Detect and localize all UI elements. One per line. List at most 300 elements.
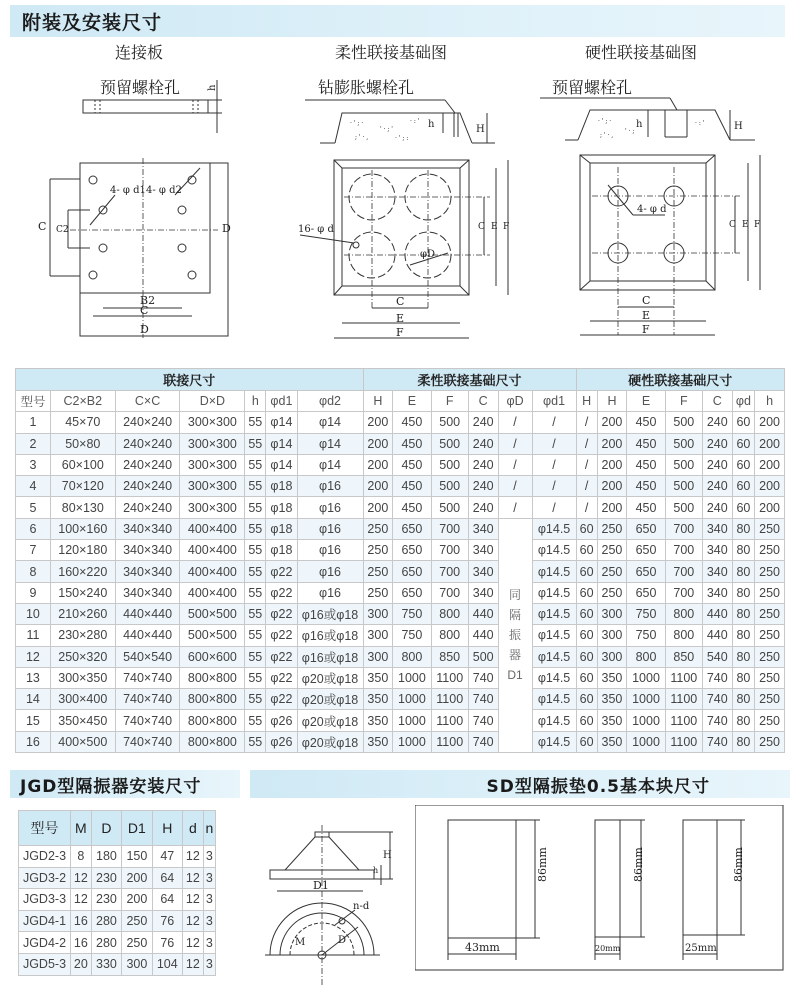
table-cell: 740 (468, 667, 498, 688)
table-cell: 200 (597, 454, 627, 475)
table-cell: 340×340 (115, 518, 180, 539)
table-cell: 740 (702, 710, 732, 731)
page-title-banner (10, 5, 785, 37)
table-cell: 60 (576, 582, 597, 603)
table-cell: 400×500 (50, 731, 115, 752)
table-cell: φ14.5 (532, 667, 576, 688)
merged-note-char: 器 (509, 648, 522, 663)
table-cell: 440 (468, 603, 498, 624)
table-cell: 200 (755, 454, 785, 475)
table-cell: 340 (702, 540, 732, 561)
table-cell: 450 (393, 412, 431, 433)
svg-text:; ' · ,: ; ' · , (355, 134, 369, 141)
table-cell: φ14.5 (532, 561, 576, 582)
col-header: H (363, 391, 393, 412)
table-cell: 55 (245, 476, 266, 497)
table-cell: 60 (576, 731, 597, 752)
svg-text:· ' ; ·: · ' ; · (598, 118, 612, 125)
table-cell: 740 (702, 667, 732, 688)
table-cell: 300 (597, 625, 627, 646)
table-cell: 55 (245, 454, 266, 475)
table-cell: φ14 (297, 433, 363, 454)
table-cell: 240 (468, 433, 498, 454)
table-cell: 450 (627, 497, 665, 518)
table-cell: 800 (665, 625, 702, 646)
jgd-h-label: h (373, 866, 379, 875)
plate-h-label: h (207, 84, 218, 91)
table-cell: 60 (576, 561, 597, 582)
plate-d-label-right: D (222, 222, 231, 235)
rigid-E-label-right: E (742, 220, 749, 230)
table-cell: 740 (702, 731, 732, 752)
table-cell: 60×100 (50, 454, 115, 475)
table-cell: 240 (702, 433, 732, 454)
table-cell: 500 (431, 412, 468, 433)
table-cell: 750 (627, 625, 665, 646)
table-cell: 250 (755, 603, 785, 624)
table-cell: 700 (665, 561, 702, 582)
jgd-table-cell: JGD3-2 (19, 867, 71, 889)
table-cell: 6 (16, 518, 51, 539)
table-cell: φ16或φ18 (297, 646, 363, 667)
table-cell: 240 (702, 412, 732, 433)
table-cell: φ22 (266, 561, 297, 582)
table-cell: 500 (665, 476, 702, 497)
table-cell: φ14.5 (532, 540, 576, 561)
table-cell: 450 (393, 433, 431, 454)
table-cell: 500 (665, 497, 702, 518)
table-cell: 750 (393, 625, 431, 646)
jgd-table-cell: 12 (183, 867, 204, 889)
table-cell: 700 (665, 540, 702, 561)
table-cell: 300×350 (50, 667, 115, 688)
table-cell: 240 (468, 454, 498, 475)
table-cell: 240×240 (115, 412, 180, 433)
flexible-C-label-bottom: C (396, 295, 405, 308)
table-cell: 55 (245, 561, 266, 582)
rigid-F-label-right: F (754, 220, 761, 230)
table-cell: 200 (363, 412, 393, 433)
table-cell: 55 (245, 540, 266, 561)
col-header: D×D (180, 391, 245, 412)
table-cell: 80×130 (50, 497, 115, 518)
table-cell: φ14.5 (532, 710, 576, 731)
table-cell: 1000 (627, 667, 665, 688)
table-cell: 540×540 (115, 646, 180, 667)
table-cell: 3 (16, 454, 51, 475)
table-cell: 700 (431, 561, 468, 582)
table-cell: 55 (245, 625, 266, 646)
table-cell: 300 (363, 646, 393, 667)
table-cell: 15 (16, 710, 51, 731)
jgd-table-cell: 230 (91, 889, 121, 911)
table-cell: 740×740 (115, 710, 180, 731)
table-cell: 250 (755, 689, 785, 710)
flexible-F-label-right: F (503, 222, 510, 232)
sd-section-title: SD型隔振垫0.5基本块尺寸 (486, 776, 710, 797)
table-cell: 400×400 (180, 561, 245, 582)
sd-block1-height: 86mm (536, 847, 549, 882)
table-cell: 60 (576, 689, 597, 710)
table-cell: 340×340 (115, 561, 180, 582)
table-cell: 450 (393, 497, 431, 518)
table-cell: 450 (393, 454, 431, 475)
table-cell: 150×240 (50, 582, 115, 603)
jgd-D1-label: D1 (313, 879, 329, 892)
table-row (16, 454, 785, 475)
table-cell: φ16 (297, 476, 363, 497)
table-cell: 740×740 (115, 731, 180, 752)
table-cell: 650 (627, 518, 665, 539)
table-cell: 55 (245, 582, 266, 603)
table-cell: 800×800 (180, 689, 245, 710)
col-header: φd2 (297, 391, 363, 412)
jgd-dimensions-table (18, 810, 216, 976)
group-header-flexible: 柔性联接基础尺寸 (363, 369, 576, 391)
table-cell: 450 (627, 412, 665, 433)
table-cell: 1100 (431, 667, 468, 688)
rigid-holes-label: 4- φ d (637, 204, 667, 215)
table-cell: 800×800 (180, 710, 245, 731)
table-cell: φ18 (266, 518, 297, 539)
table-cell: 250 (363, 561, 393, 582)
table-cell: 60 (732, 476, 755, 497)
table-cell: 300 (363, 603, 393, 624)
table-cell: 700 (431, 582, 468, 603)
table-cell: 800 (431, 603, 468, 624)
table-cell: 700 (665, 582, 702, 603)
table-cell: 55 (245, 667, 266, 688)
col-header: C×C (115, 391, 180, 412)
jgd-table-cell: 12 (183, 932, 204, 954)
jgd-table-cell: JGD2-3 (19, 846, 71, 868)
svg-text:· : ': · : ' (410, 118, 420, 125)
table-cell: φ14.5 (532, 625, 576, 646)
table-cell: 16 (16, 731, 51, 752)
table-cell: / (498, 476, 532, 497)
flexible-E-label-right: E (491, 222, 498, 232)
table-cell: 340×340 (115, 540, 180, 561)
table-cell: 240×240 (115, 454, 180, 475)
table-cell: 350 (597, 710, 627, 731)
table-cell: / (576, 433, 597, 454)
jgd-table-cell: 3 (203, 910, 215, 932)
table-cell: 200 (755, 433, 785, 454)
table-cell: 240×240 (115, 433, 180, 454)
table-cell: 500 (431, 433, 468, 454)
rigid-H-label: H (734, 121, 743, 132)
table-cell: 80 (732, 582, 755, 603)
table-cell: 55 (245, 710, 266, 731)
column-header-row (16, 391, 785, 412)
sd-block2-width: 20mm (595, 944, 621, 953)
table-cell: 250 (755, 625, 785, 646)
rigid-C-label-right: C (729, 220, 736, 230)
jgd-table-cell: JGD3-3 (19, 889, 71, 911)
table-cell: 340×340 (115, 582, 180, 603)
jgd-col-header: 型号 (19, 811, 71, 846)
table-cell: φ16 (297, 497, 363, 518)
table-cell: 650 (393, 540, 431, 561)
jgd-table-cell: 3 (203, 932, 215, 954)
table-cell: 55 (245, 689, 266, 710)
table-cell: φ16 (297, 582, 363, 603)
jgd-table-cell: 47 (152, 846, 182, 868)
table-cell: 250 (755, 540, 785, 561)
table-cell: 60 (732, 433, 755, 454)
table-cell: 750 (393, 603, 431, 624)
col-header: φd1 (266, 391, 297, 412)
table-cell: φ22 (266, 582, 297, 603)
rigid-h-label: h (636, 119, 643, 130)
merged-note-char: 隔 (509, 608, 522, 623)
table-cell: 60 (732, 454, 755, 475)
table-cell: φ16或φ18 (297, 625, 363, 646)
jgd-table-cell: 76 (152, 932, 182, 954)
table-cell: 60 (576, 625, 597, 646)
jgd-table-cell: 200 (122, 867, 152, 889)
flexible-C-label-right: C (478, 222, 485, 232)
table-cell: 240 (702, 497, 732, 518)
table-cell: 500 (665, 454, 702, 475)
merged-note-char: 振 (509, 628, 522, 643)
table-cell: 540 (702, 646, 732, 667)
table-cell: 1000 (393, 731, 431, 752)
col-header: F (431, 391, 468, 412)
table-cell: 250 (755, 731, 785, 752)
table-cell: / (532, 412, 576, 433)
table-cell: 1000 (393, 667, 431, 688)
plate-c-label-bottom: C (140, 304, 149, 317)
table-cell: φ14.5 (532, 603, 576, 624)
table-cell: 340 (468, 561, 498, 582)
table-row (16, 667, 785, 688)
table-cell: φ22 (266, 667, 297, 688)
table-cell: 250 (363, 582, 393, 603)
jgd-table-cell: 230 (91, 867, 121, 889)
table-cell: 350 (597, 731, 627, 752)
table-cell: 350 (597, 689, 627, 710)
table-cell: 1000 (627, 710, 665, 731)
table-row (16, 710, 785, 731)
table-cell: φ18 (266, 540, 297, 561)
table-cell: φ18 (266, 476, 297, 497)
table-cell: φ16 (297, 561, 363, 582)
table-cell: 300×300 (180, 476, 245, 497)
table-cell: φ14 (266, 412, 297, 433)
table-cell: 500 (665, 433, 702, 454)
table-cell: 1000 (393, 689, 431, 710)
jgd-H-label: H (383, 850, 392, 861)
svg-text:' · ; ': ' · ; ' (380, 126, 393, 133)
jgd-table-row (19, 867, 216, 889)
jgd-table-cell: 250 (122, 910, 152, 932)
table-cell: 300 (597, 646, 627, 667)
jgd-table-row (19, 953, 216, 975)
table-cell: 400×400 (180, 540, 245, 561)
table-cell: 500×500 (180, 603, 245, 624)
table-cell: 350 (363, 689, 393, 710)
jgd-table-cell: 3 (203, 846, 215, 868)
table-cell: 70×120 (50, 476, 115, 497)
table-cell: / (498, 433, 532, 454)
table-cell: 230×280 (50, 625, 115, 646)
jgd-M-label: M (295, 937, 306, 948)
table-cell: φ26 (266, 710, 297, 731)
table-cell: 250 (755, 646, 785, 667)
table-cell: 2 (16, 433, 51, 454)
col-header: h (755, 391, 785, 412)
table-cell: / (576, 497, 597, 518)
table-cell: φ22 (266, 646, 297, 667)
table-cell: 55 (245, 518, 266, 539)
rigid-C-label-bottom: C (642, 294, 651, 307)
table-row (16, 497, 785, 518)
table-cell: 250 (755, 561, 785, 582)
flexible-H-label: H (476, 124, 485, 135)
jgd-table-cell: 12 (183, 846, 204, 868)
flexible-phiD-label: φD (420, 249, 436, 260)
table-cell: 340 (702, 518, 732, 539)
jgd-table-row (19, 846, 216, 868)
table-cell: 200 (755, 412, 785, 433)
jgd-table-cell: 12 (71, 889, 92, 911)
table-cell: 200 (755, 476, 785, 497)
jgd-table-cell: 3 (203, 889, 215, 911)
jgd-nd-label: n-d (353, 901, 370, 912)
table-cell: 340 (702, 561, 732, 582)
table-cell: 200 (755, 497, 785, 518)
table-cell: φ20或φ18 (297, 667, 363, 688)
jgd-table-cell: 12 (183, 953, 204, 975)
table-cell: 60 (732, 497, 755, 518)
table-cell: 80 (732, 731, 755, 752)
sd-pad-diagram (415, 805, 790, 975)
table-cell: 740×740 (115, 689, 180, 710)
table-cell: 200 (597, 433, 627, 454)
table-cell: 1100 (431, 689, 468, 710)
plate-hole1-label: 4- φ d1 (110, 185, 146, 196)
col-header: φd (732, 391, 755, 412)
table-cell: 250 (363, 518, 393, 539)
table-row (16, 625, 785, 646)
table-cell: 80 (732, 561, 755, 582)
table-cell: 340 (702, 582, 732, 603)
table-row (16, 582, 785, 603)
table-row (16, 540, 785, 561)
table-cell: 200 (363, 433, 393, 454)
table-cell: / (532, 497, 576, 518)
table-cell: 200 (597, 497, 627, 518)
table-cell: 800 (393, 646, 431, 667)
table-cell: 700 (431, 518, 468, 539)
plate-c2-label: C2 (56, 225, 69, 235)
sd-block3-height: 86mm (732, 847, 745, 882)
table-cell: 60 (732, 412, 755, 433)
table-cell: 250 (363, 540, 393, 561)
table-cell: 740 (468, 689, 498, 710)
table-cell: 200 (363, 454, 393, 475)
table-cell: 80 (732, 603, 755, 624)
table-cell: 740 (468, 710, 498, 731)
jgd-table-cell: 250 (122, 932, 152, 954)
merged-note-char: D1 (507, 668, 523, 683)
table-cell: 60 (576, 603, 597, 624)
table-cell: 650 (627, 561, 665, 582)
table-cell: 200 (597, 412, 627, 433)
table-cell: 650 (393, 582, 431, 603)
jgd-table-cell: 12 (71, 867, 92, 889)
table-cell: 240 (702, 454, 732, 475)
table-cell: φ22 (266, 603, 297, 624)
table-row (16, 412, 785, 433)
table-cell: 1000 (393, 710, 431, 731)
table-cell: 440×440 (115, 625, 180, 646)
jgd-table-cell: 330 (91, 953, 121, 975)
table-cell: 200 (363, 476, 393, 497)
table-cell: / (576, 476, 597, 497)
table-cell: 500 (431, 454, 468, 475)
table-cell: 9 (16, 582, 51, 603)
svg-text:· : ': · : ' (695, 120, 705, 127)
plate-hole2-label: 4- φ d2 (146, 185, 182, 196)
plate-diagram (30, 80, 260, 345)
table-cell: 800×800 (180, 731, 245, 752)
jgd-col-header: H (152, 811, 182, 846)
rigid-F-label-bottom: F (642, 323, 650, 336)
jgd-col-header: D (91, 811, 121, 846)
sd-section-banner (250, 770, 790, 798)
table-cell: 250 (597, 540, 627, 561)
table-cell: 350 (597, 667, 627, 688)
table-cell: 340 (468, 582, 498, 603)
table-row (16, 689, 785, 710)
table-cell: 55 (245, 497, 266, 518)
jgd-col-header: d (183, 811, 204, 846)
table-cell: φ14.5 (532, 518, 576, 539)
table-cell: φ22 (266, 689, 297, 710)
plate-callout: 预留螺栓孔 (100, 78, 181, 97)
jgd-table-cell: 3 (203, 867, 215, 889)
table-cell: φ16或φ18 (297, 603, 363, 624)
jgd-table-cell: 64 (152, 889, 182, 911)
col-header: φd1 (532, 391, 576, 412)
jgd-table-cell: 280 (91, 932, 121, 954)
group-header-rigid: 硬性联接基础尺寸 (576, 369, 784, 391)
table-cell: / (498, 412, 532, 433)
table-cell: 5 (16, 497, 51, 518)
table-cell: 450 (627, 476, 665, 497)
table-cell: 80 (732, 518, 755, 539)
jgd-D-label: D (338, 935, 347, 946)
col-header: 型号 (16, 391, 51, 412)
table-cell: 240 (702, 476, 732, 497)
table-cell: φ14.5 (532, 646, 576, 667)
jgd-table-cell: 76 (152, 910, 182, 932)
flexible-h-label: h (428, 119, 435, 130)
table-cell: 11 (16, 625, 51, 646)
col-header: H (576, 391, 597, 412)
table-cell: 650 (393, 518, 431, 539)
table-cell: 350 (363, 667, 393, 688)
plate-diagram-title: 连接板 (115, 43, 164, 62)
table-cell: 700 (431, 540, 468, 561)
table-cell: / (532, 476, 576, 497)
jgd-table-cell: JGD5-3 (19, 953, 71, 975)
table-cell: 650 (393, 561, 431, 582)
svg-text:· ' ; :: · ' ; : (395, 135, 409, 142)
table-cell: 450 (393, 476, 431, 497)
